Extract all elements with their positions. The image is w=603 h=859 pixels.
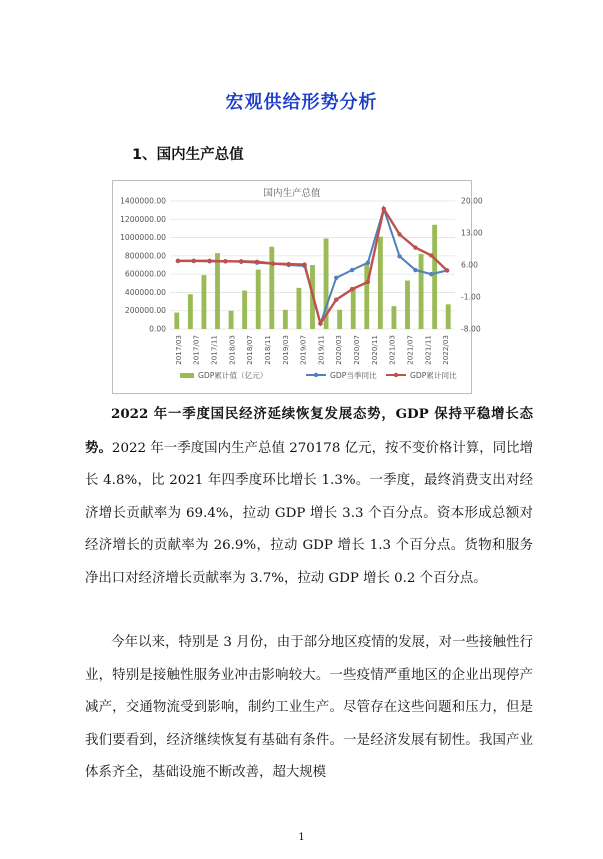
x-axis-tick-label: 2017/07	[191, 335, 201, 365]
left-axis-tick-label: 1000000.00	[120, 233, 166, 243]
x-axis-tick-label: 2017/03	[173, 335, 183, 365]
x-axis-tick-label: 2022/03	[441, 335, 451, 365]
right-axis-tick-label: -1.00	[461, 292, 481, 302]
right-axis-tick-label: 6.00	[461, 260, 478, 270]
cumulative-yoy-point	[176, 259, 180, 263]
legend-label-line: GDP当季同比	[330, 371, 377, 380]
gdp-chart	[112, 180, 483, 394]
page-number: 1	[298, 832, 305, 843]
left-axis-tick-label: 1200000.00	[120, 214, 166, 224]
cumulative-yoy-point	[192, 259, 196, 263]
paragraph-1-lead: 2022 年一季度国民经济延续恢复发展态势，GDP 保持平稳增长态势。	[85, 406, 533, 456]
bar	[283, 310, 288, 329]
right-axis-tick-label: 13.00	[461, 228, 483, 238]
x-axis-tick-label: 2019/07	[298, 335, 308, 365]
cumulative-yoy-point	[255, 260, 259, 264]
x-axis-tick-label: 2018/07	[245, 335, 255, 365]
cumulative-yoy-point	[271, 261, 275, 265]
quarterly-yoy-point	[366, 261, 370, 265]
x-axis-tick-label: 2018/03	[227, 335, 237, 365]
cumulative-yoy-point	[302, 262, 306, 266]
quarterly-yoy-point	[397, 254, 401, 258]
bar	[256, 270, 261, 329]
left-axis-tick-label: 600000.00	[124, 269, 166, 279]
legend-swatch-marker	[394, 373, 398, 377]
x-axis-tick-label: 2020/11	[369, 335, 379, 365]
paragraph-1-body: 2022 年一季度国内生产总值 270178 亿元，按不变价格计算，同比增长 4.8%，比 2021 年四季度环比增长 1.3%。一季度，最终消费支出对经济增长贡献率为 69.4%，拉动 GDP 增长 3.3 个百分点。资本形成总额对经济增长的贡献率为 26.9%，拉动 GDP 增长 1.3 个百分点。货物和服务净出口对经济增长贡献率为 3.7%，拉动 GDP 增长 0.2 个百分点。	[85, 440, 534, 586]
x-axis-tick-label: 2019/11	[316, 335, 326, 365]
paragraph-1	[85, 398, 533, 596]
cumulative-yoy-point	[334, 298, 338, 302]
left-axis-tick-label: 200000.00	[124, 306, 166, 316]
quarterly-yoy-point	[413, 268, 417, 272]
x-axis-tick-label: 2021/11	[423, 335, 433, 365]
bar	[432, 225, 437, 329]
bar	[391, 306, 396, 329]
left-axis-tick-label: 800000.00	[124, 251, 166, 261]
legend-label-bars: GDP累计值（亿元）	[198, 371, 268, 380]
bar	[242, 291, 247, 329]
x-axis-tick-label: 2020/03	[334, 335, 344, 365]
cumulative-yoy-point	[350, 287, 354, 291]
right-axis-tick-label: -8.00	[461, 324, 481, 334]
x-axis-tick-label: 2020/07	[352, 335, 362, 365]
bar	[269, 247, 274, 329]
left-axis-tick-label: 0.00	[149, 324, 166, 334]
legend-swatch-bars	[180, 373, 194, 378]
x-axis-tick-label: 2018/11	[262, 335, 272, 365]
bar	[296, 288, 301, 329]
bar	[188, 294, 193, 329]
page-title: 宏观供给形势分析	[225, 92, 378, 113]
cumulative-yoy-point	[366, 280, 370, 284]
bar	[364, 263, 369, 329]
left-axis-tick-label: 1400000.00	[120, 196, 166, 206]
cumulative-yoy-point	[207, 259, 211, 263]
cumulative-yoy-point	[445, 268, 449, 272]
legend-label-line: GDP累计同比	[410, 371, 457, 380]
bar	[201, 275, 206, 329]
chart-title: 国内生产总值	[263, 188, 321, 199]
x-axis-tick-label: 2021/07	[405, 335, 415, 365]
x-axis-tick-label: 2017/11	[209, 335, 219, 365]
quarterly-yoy-point	[334, 276, 338, 280]
x-axis-tick-label: 2019/03	[280, 335, 290, 365]
section-heading: 1、国内生产总值	[132, 147, 244, 163]
cumulative-yoy-point	[429, 253, 433, 257]
cumulative-yoy-point	[223, 259, 227, 263]
bar	[229, 311, 234, 329]
bar	[446, 304, 451, 329]
cumulative-yoy-point	[318, 321, 322, 325]
cumulative-yoy-point	[413, 245, 417, 249]
legend-swatch-marker	[314, 373, 318, 377]
cumulative-yoy-point	[397, 232, 401, 236]
bar	[378, 237, 383, 329]
bar	[419, 254, 424, 329]
bar	[215, 253, 220, 329]
quarterly-yoy-point	[350, 268, 354, 272]
paragraph-2	[85, 627, 533, 790]
right-axis-tick-label: 20.00	[461, 196, 483, 206]
x-axis-tick-label: 2021/03	[387, 335, 397, 365]
bar	[351, 287, 356, 329]
paragraph-2-text: 今年以来，特别是 3 月份，由于部分地区疫情的发展，对一些接触性行业，特别是接触性服务业冲击影响较大。一些疫情严重地区的企业出现停产减产，交通物流受到影响，制约工业生产。尽管存在这些问题和压力，但是我们要看到，经济继续恢复有基础有条件。一是经济发展有韧性。我国产业体系齐全，基础设施不断改善，超大规模	[85, 635, 533, 781]
cumulative-yoy-point	[287, 262, 291, 266]
bar	[337, 310, 342, 329]
cumulative-yoy-point	[239, 259, 243, 263]
bar	[174, 313, 179, 329]
quarterly-yoy-point	[429, 272, 433, 276]
gdp-chart-svg	[113, 181, 483, 393]
cumulative-yoy-point	[382, 207, 386, 211]
left-axis-tick-label: 400000.00	[124, 287, 166, 297]
bar	[405, 281, 410, 329]
